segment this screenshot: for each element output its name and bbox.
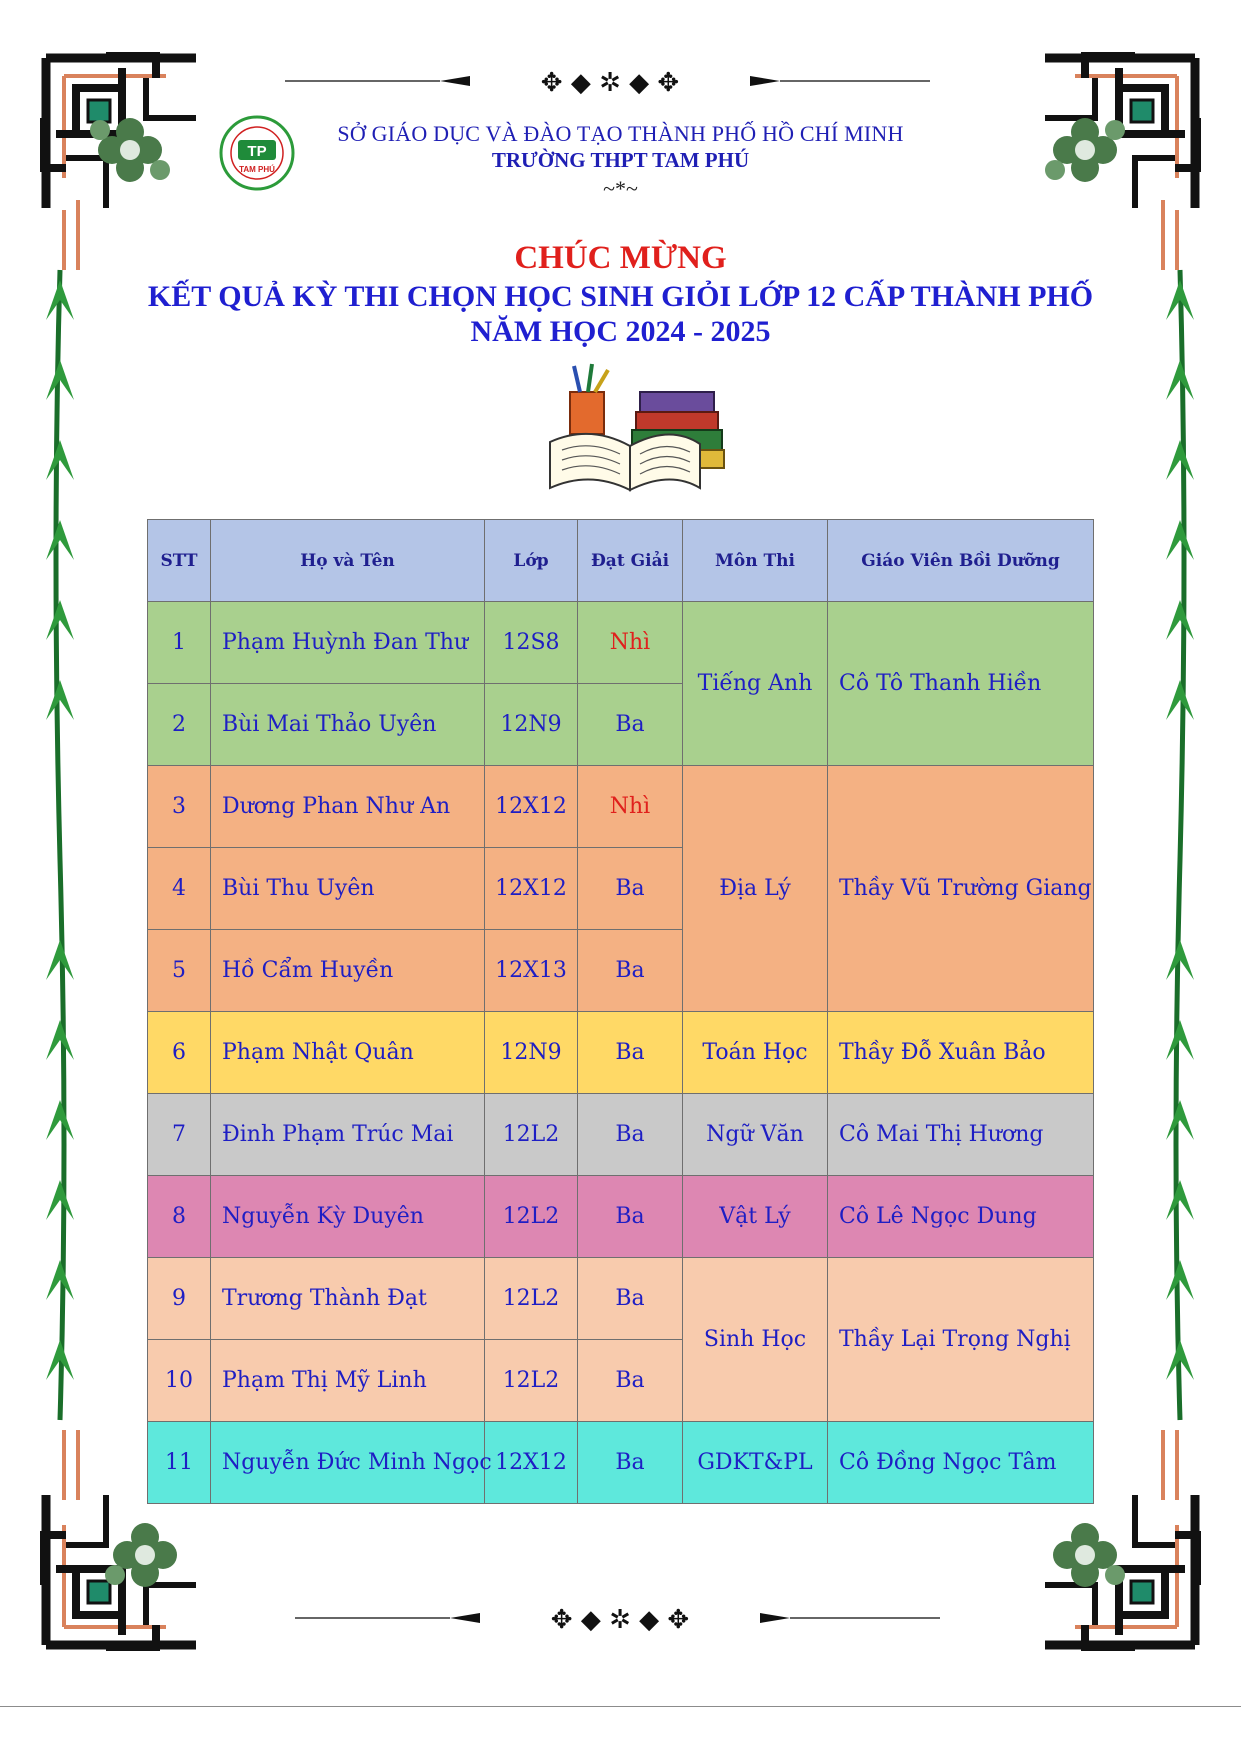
bottom-scroll-divider: [295, 1605, 940, 1635]
cell-name: Nguyễn Kỳ Duyên: [211, 1176, 485, 1258]
cell-stt: 1: [148, 602, 211, 684]
table-row: [148, 1422, 1094, 1504]
cell-award: Ba: [578, 1012, 683, 1094]
cell-teacher: Cô Tô Thanh Hiền: [828, 602, 1094, 766]
cell-award: Ba: [578, 684, 683, 766]
header-divider: ~*~: [603, 176, 638, 201]
cell-subject: Toán Học: [683, 1012, 828, 1094]
table-row: [148, 766, 1094, 848]
cell-stt: 8: [148, 1176, 211, 1258]
cell-stt: 2: [148, 684, 211, 766]
cell-award: Nhì: [578, 766, 683, 848]
cell-class: 12X12: [485, 766, 578, 848]
top-scroll-divider: [285, 68, 930, 98]
cell-name: Nguyễn Đức Minh Ngọc: [211, 1422, 485, 1504]
cell-award: Ba: [578, 1258, 683, 1340]
cell-class: 12S8: [485, 602, 578, 684]
header-stt: STT: [148, 520, 211, 602]
cell-name: Bùi Thu Uyên: [211, 848, 485, 930]
cell-award: Nhì: [578, 602, 683, 684]
left-vine-border: [46, 270, 74, 1420]
cell-subject: Địa Lý: [683, 766, 828, 1012]
cell-teacher: Cô Lê Ngọc Dung: [828, 1176, 1094, 1258]
table-row: [148, 1012, 1094, 1094]
cell-name: Phạm Nhật Quân: [211, 1012, 485, 1094]
cell-stt: 5: [148, 930, 211, 1012]
cell-award: Ba: [578, 1422, 683, 1504]
logo-initials: TP: [247, 143, 267, 160]
cell-stt: 10: [148, 1340, 211, 1422]
cell-teacher: Cô Đồng Ngọc Tâm: [828, 1422, 1094, 1504]
cell-class: 12L2: [485, 1258, 578, 1340]
school-year: NĂM HỌC 2024 - 2025: [470, 315, 771, 348]
cell-award: Ba: [578, 848, 683, 930]
cell-name: Hồ Cẩm Huyền: [211, 930, 485, 1012]
cell-subject: GDKT&PL: [683, 1422, 828, 1504]
cell-class: 12X12: [485, 848, 578, 930]
cell-name: Phạm Huỳnh Đan Thư: [211, 602, 485, 684]
cell-name: Phạm Thị Mỹ Linh: [211, 1340, 485, 1422]
header-award: Đạt Giải: [578, 520, 683, 602]
cell-class: 12N9: [485, 1012, 578, 1094]
cell-class: 12L2: [485, 1176, 578, 1258]
header-class: Lớp: [485, 520, 578, 602]
cell-award: Ba: [578, 1094, 683, 1176]
books-illustration: [540, 362, 740, 497]
results-table: [147, 519, 1094, 1504]
flower-ornament-bottom-right: [1053, 1523, 1125, 1587]
cell-award: Ba: [578, 1340, 683, 1422]
cell-stt: 7: [148, 1094, 211, 1176]
cell-name: Trương Thành Đạt: [211, 1258, 485, 1340]
table-row: [148, 1258, 1094, 1340]
cell-name: Bùi Mai Thảo Uyên: [211, 684, 485, 766]
cell-stt: 4: [148, 848, 211, 930]
table-row: [148, 1094, 1094, 1176]
flower-ornament-bottom-left: [105, 1523, 177, 1587]
header-teacher: Giáo Viên Bồi Dưỡng: [828, 520, 1094, 602]
right-vine-border: [1166, 270, 1194, 1420]
svg-text:✥ ◆ ✲ ◆ ✥: ✥ ◆ ✲ ◆ ✥: [540, 68, 680, 98]
cell-subject: Vật Lý: [683, 1176, 828, 1258]
department-name: SỞ GIÁO DỤC VÀ ĐÀO TẠO THÀNH PHỐ HỒ CHÍ MINH: [337, 121, 904, 146]
cell-name: Dương Phan Như An: [211, 766, 485, 848]
cell-stt: 11: [148, 1422, 211, 1504]
cell-teacher: Thầy Lại Trọng Nghị: [828, 1258, 1094, 1422]
cell-teacher: Thầy Vũ Trường Giang: [828, 766, 1094, 1012]
header-name: Họ và Tên: [211, 520, 485, 602]
school-name: TRƯỜNG THPT TAM PHÚ: [491, 148, 750, 172]
cell-class: 12X13: [485, 930, 578, 1012]
header-subject: Môn Thi: [683, 520, 828, 602]
cell-award: Ba: [578, 930, 683, 1012]
table-row: [148, 602, 1094, 684]
congrats-title: CHÚC MỪNG: [514, 240, 727, 276]
result-title: KẾT QUẢ KỲ THI CHỌN HỌC SINH GIỎI LỚP 12 CẤP THÀNH PHỐ: [147, 280, 1094, 313]
cell-class: 12N9: [485, 684, 578, 766]
cell-stt: 3: [148, 766, 211, 848]
table-row: [148, 1176, 1094, 1258]
cell-name: Đinh Phạm Trúc Mai: [211, 1094, 485, 1176]
table-header-row: [148, 520, 1094, 602]
cell-class: 12L2: [485, 1340, 578, 1422]
page-footer-line: [0, 1706, 1241, 1707]
cell-subject: Tiếng Anh: [683, 602, 828, 766]
cell-subject: Ngữ Văn: [683, 1094, 828, 1176]
cell-class: 12X12: [485, 1422, 578, 1504]
cell-subject: Sinh Học: [683, 1258, 828, 1422]
svg-text:✥ ◆ ✲ ◆ ✥: ✥ ◆ ✲ ◆ ✥: [550, 1605, 690, 1635]
cell-class: 12L2: [485, 1094, 578, 1176]
cell-award: Ba: [578, 1176, 683, 1258]
cell-teacher: Cô Mai Thị Hương: [828, 1094, 1094, 1176]
cell-teacher: Thầy Đỗ Xuân Bảo: [828, 1012, 1094, 1094]
logo-name: TAM PHÚ: [239, 165, 275, 174]
cell-stt: 6: [148, 1012, 211, 1094]
cell-stt: 9: [148, 1258, 211, 1340]
